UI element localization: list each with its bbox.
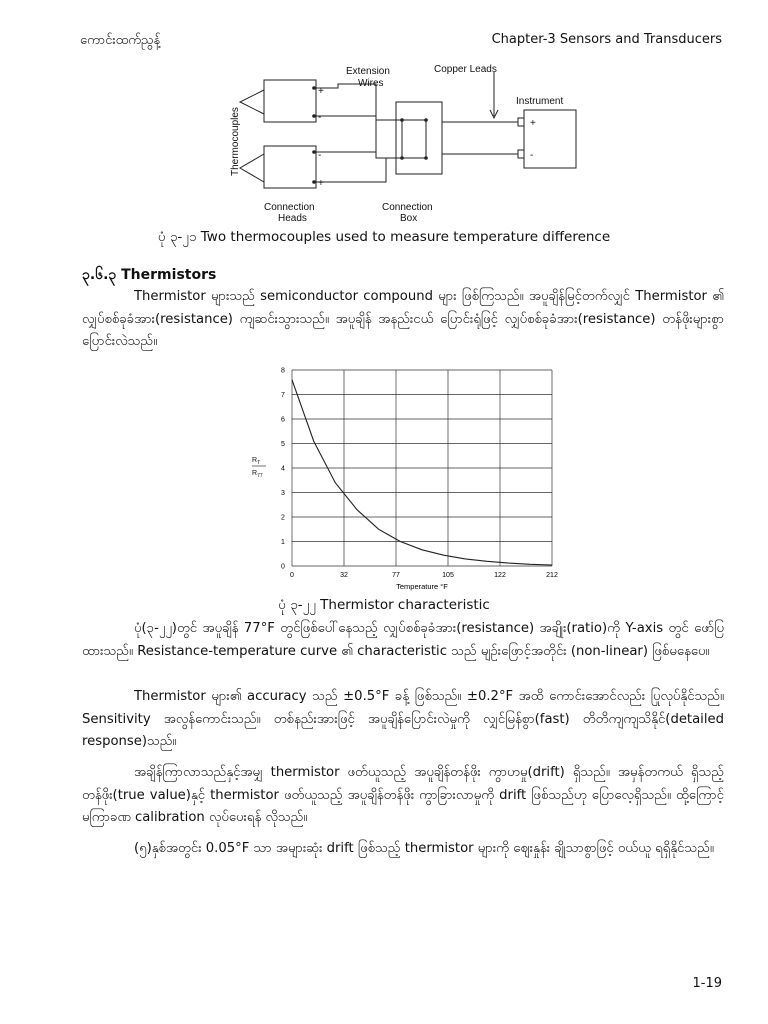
figure2-caption: ပုံ ၃-၂၂ Thermistor characteristic [278,597,490,613]
plus-sign: + [318,178,324,189]
paragraph-5: (၅)နှစ်အတွင်း 0.05°F သာ အများဆုံး drift ဖြစ်သည့် thermistor များကို ဈေးနှုန်း ချိုသာစွာဖြင့် ဝယ်ယူ ရရှိနိုင်သည်။ [134,841,714,856]
minus-sign: - [530,150,534,161]
label-connection-heads-2: Heads [278,213,307,224]
paragraph-2: ပုံ(၃-၂၂)တွင် အပူချိန် 77°F တွင်ဖြစ်ပေါ်နေသည့် လျှပ်စစ်ခုခံအား(resistance) အချိုး(ratio)ကို Y-axis တွင် ဖော်ပြထားသည်။ Resistance-temperature curve ၏ characteristic သည် မျဉ်းဖြောင့်အတိုင်း (non-linear) ဖြစ်မနေပေ။ [82,621,724,659]
plus-sign: + [530,118,536,129]
x-tick-label: 32 [340,572,348,579]
label-instrument: Instrument [516,96,564,107]
x-tick-label: 0 [290,572,294,579]
x-axis-label: Temperature °F [396,582,448,591]
section-title: ၃.၆.၃ Thermistors [82,267,217,283]
label-thermocouples: Thermocouples [230,107,241,176]
label-connection-heads-1: Connection [264,202,315,213]
plus-sign: + [318,86,324,97]
label-connection-box-1: Connection [382,202,433,213]
label-copper-leads: Copper Leads [434,64,497,75]
minus-sign: - [318,150,322,161]
thermistor-chart [250,360,570,592]
header-chapter-title: Chapter-3 Sensors and Transducers [491,32,722,47]
figure1-caption: ပုံ ၃-၂၁ Two thermocouples used to measure temperature difference [157,229,611,245]
x-tick-label: 77 [392,572,400,579]
label-extension: Extension [346,66,390,77]
minus-sign: - [318,112,322,123]
header-left-author: ကောင်းထက်ညွန့် [80,33,161,48]
thermocouple-diagram [226,58,586,228]
y-axis-label-den: $R_{77}$ [252,470,263,479]
y-tick-label: 6 [281,416,285,424]
x-tick-label: 212 [546,572,558,579]
paragraph-1: Thermistor များသည် semiconductor compound များ ဖြစ်ကြသည်။ အပူချိန်မြင့်တက်လျှင် Thermistor ၏ လျှပ်စစ်ခုခံအား(resistance) ကျဆင်းသွားသည်။ အပူချိန် အနည်းငယ် ပြောင်းရုံဖြင့် လျှပ်စစ်ခုခံအား(resistance) တန်ဖိုးများစွာ ပြောင်းလဲသည်။ [82,289,724,349]
label-connection-box-2: Box [400,213,418,224]
y-tick-label: 3 [281,490,285,497]
y-tick-label: 0 [281,563,285,571]
y-tick-label: 7 [281,392,285,399]
page-number: 1-19 [692,976,722,991]
label-wires: Wires [358,78,384,89]
paragraph-4: အချိန်ကြာလာသည်နှင့်အမျှ thermistor ဖတ်ယူသည့် အပူချိန်တန်ဖိုး ကွာဟမှု(drift) ရှိသည်။ အမှန်တကယ် ရှိသည့် တန်ဖိုး(true value)နှင့် thermistor ဖတ်ယူသည့် အပူချိန်တန်ဖိုး ကွာခြားလာမှုကို drift ဖြစ်သည်ဟု ပြောလေ့ရှိသည်။ ထို့ကြောင့် မကြာခဏ calibration လုပ်ပေးရန် လိုသည်။ [82,765,724,825]
y-tick-label: 8 [281,367,285,375]
y-axis-label-num: $R_T$ [252,457,261,466]
y-tick-label: 1 [281,539,285,546]
paragraph-3: Thermistor များ၏ accuracy သည် ±0.5°F ခန့် ဖြစ်သည်။ ±0.2°F အထိ ကောင်းအောင်လည်း ပြုလုပ်နိုင်သည်။ Sensitivity အလွန်ကောင်းသည်။ တစ်နည်းအားဖြင့် အပူချိန်ပြောင်းလဲမှုကို လျှင်မြန်စွာ(fast) တိတိကျကျသိနိုင်(detailed response)သည်။ [82,689,724,749]
y-tick-label: 4 [281,465,285,473]
y-tick-label: 2 [281,514,285,522]
y-tick-label: 5 [281,441,285,448]
series-line [292,380,552,565]
x-tick-label: 105 [442,572,454,579]
x-tick-label: 122 [494,572,506,579]
